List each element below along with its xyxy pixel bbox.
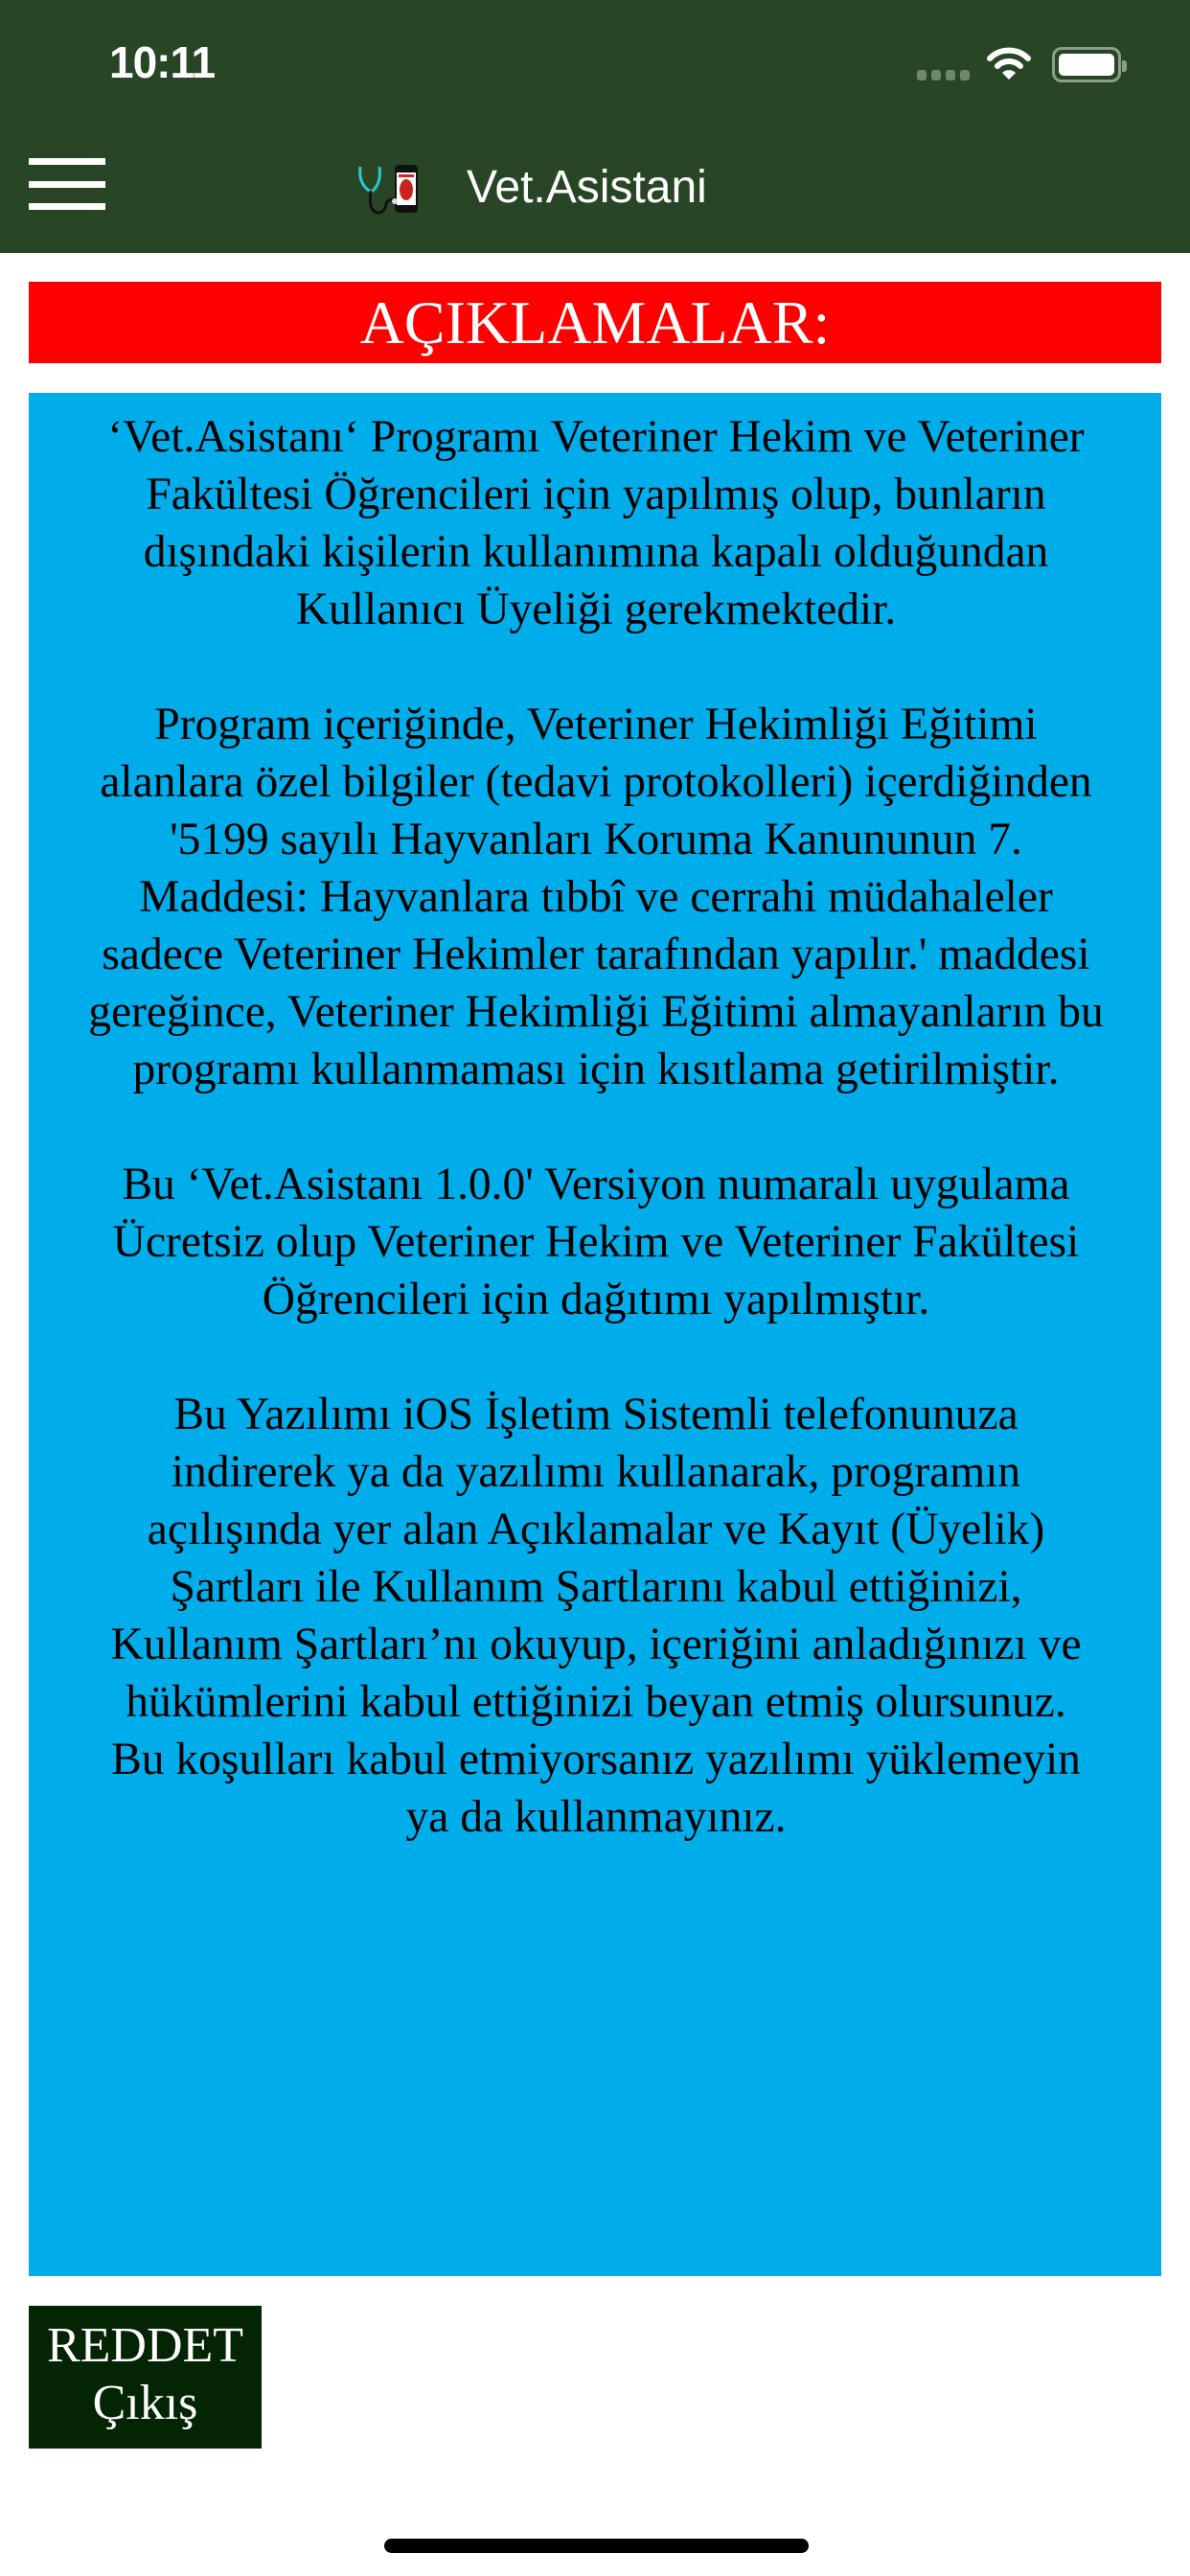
text-line: alanlara özel bilgiler (tedavi protokolleri) içerdiğinden <box>100 757 1092 807</box>
text-line: Fakültesi Öğrencileri için yapılmış olup, bunların <box>146 470 1046 519</box>
app-title: Vet.Asistani <box>467 162 707 213</box>
text-line: sadece Veteriner Hekimler tarafından yapılır.' maddesi <box>102 930 1090 979</box>
menu-bar-icon <box>29 203 105 210</box>
top-bar <box>0 0 1190 253</box>
terms-text <box>29 408 1161 1903</box>
terms-paragraph <box>29 1386 1161 1846</box>
text-line: Program içeriğinde, Veteriner Hekimliği Eğitimi <box>154 700 1038 749</box>
terms-paragraph <box>29 696 1161 1098</box>
terms-content <box>29 393 1161 2276</box>
reject-label: REDDET <box>46 2318 244 2373</box>
reject-exit-button[interactable] <box>29 2306 262 2449</box>
text-line: dışındaki kişilerin kullanımına kapalı olduğundan <box>143 527 1049 577</box>
terms-paragraph <box>29 408 1161 638</box>
text-line: programı kullanmaması için kısıtlama getirilmiştir. <box>132 1045 1060 1094</box>
wifi-icon <box>987 46 1031 80</box>
status-time: 10:11 <box>109 37 216 87</box>
text-line: Kullanıcı Üyeliği gerekmektedir. <box>295 585 897 634</box>
home-indicator[interactable] <box>384 2539 809 2553</box>
text-line: Kullanım Şartları’nı okuyup, içeriğini anladığınızı ve <box>110 1620 1082 1669</box>
page-heading: AÇIKLAMALAR: <box>29 282 1161 363</box>
text-line: gereğince, Veteriner Hekimliği Eğitimi almayanların bu <box>88 987 1104 1037</box>
cellular-signal-icon <box>917 70 970 80</box>
text-line: Öğrencileri için dağıtımı yapılmıştır. <box>262 1275 930 1324</box>
terms-paragraph <box>29 1156 1161 1328</box>
menu-bar-icon <box>29 181 105 188</box>
battery-full-icon <box>1052 47 1121 82</box>
text-line: açılışında yer alan Açıklamalar ve Kayıt (Üyelik) <box>147 1505 1045 1554</box>
text-line: Bu koşulları kabul etmiyorsanız yazılımı yüklemeyin <box>111 1735 1081 1784</box>
text-line: Bu Yazılımı iOS İşletim Sistemli telefonunuza <box>173 1390 1018 1439</box>
text-line: indirerek ya da yazılımı kullanarak, programın <box>171 1447 1021 1497</box>
menu-bar-icon <box>29 158 105 165</box>
text-line: hükümlerini kabul ettiğinizi beyan etmiş olursunuz. <box>126 1677 1066 1727</box>
stethoscope-phone-logo-icon <box>356 161 423 218</box>
text-line: '5199 sayılı Hayvanları Koruma Kanununun 7. <box>170 815 1022 864</box>
text-line: ‘Vet.Asistanı‘ Programı Veteriner Hekim ve Veteriner <box>107 412 1085 462</box>
text-line: Bu ‘Vet.Asistanı 1.0.0' Versiyon numaralı uygulama <box>122 1160 1070 1209</box>
exit-label: Çıkış <box>92 2376 198 2430</box>
text-line: Şartları ile Kullanım Şartlarını kabul ettiğinizi, <box>170 1562 1022 1612</box>
hamburger-menu-button[interactable] <box>29 158 69 214</box>
text-line: Maddesi: Hayvanlara tıbbî ve cerrahi müdahaleler <box>139 872 1053 922</box>
text-line: ya da kullanmayınız. <box>405 1792 787 1842</box>
text-line: Ücretsiz olup Veteriner Hekim ve Veteriner Fakültesi <box>112 1217 1080 1267</box>
